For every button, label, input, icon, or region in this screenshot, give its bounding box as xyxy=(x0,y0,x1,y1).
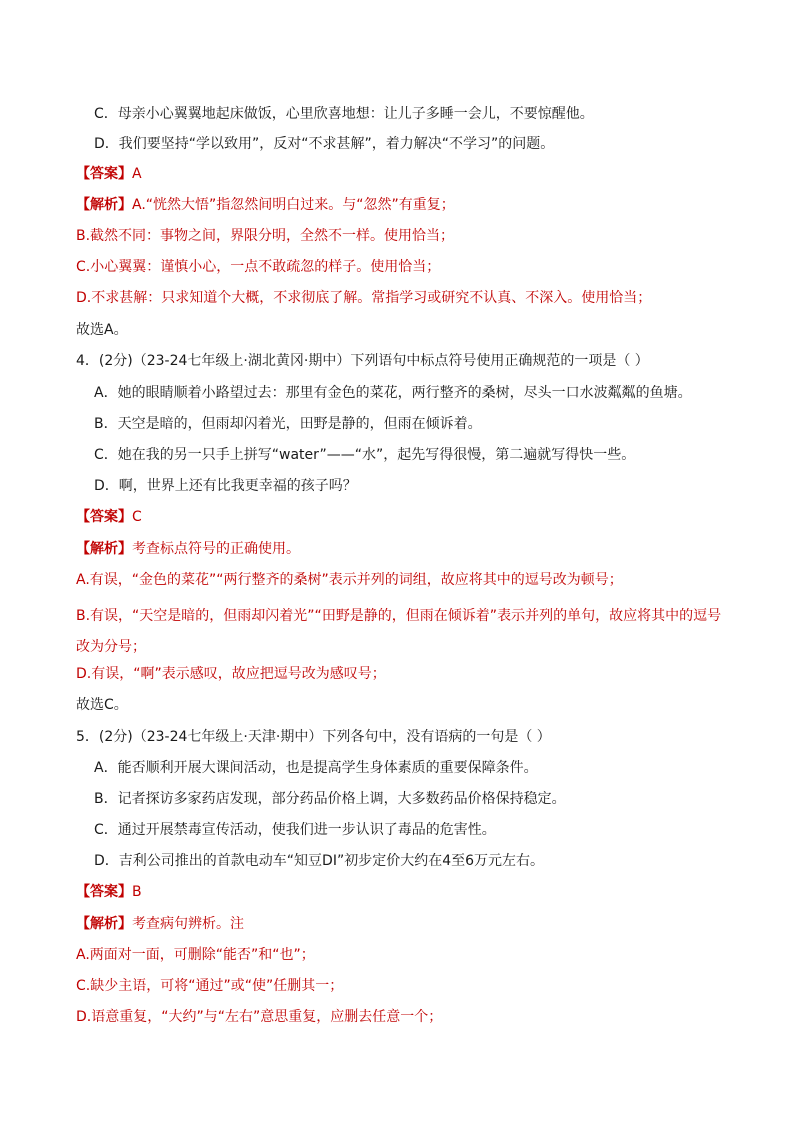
q4-option-d: D．啊，世界上还有比我更幸福的孩子吗？ xyxy=(94,478,357,494)
answer-label: 【答案】 xyxy=(76,166,132,182)
answer-value: B xyxy=(132,884,142,900)
analysis-label: 【解析】 xyxy=(76,916,132,932)
answer-value: A xyxy=(132,166,142,182)
analysis-text: 考查病句辨析。注 xyxy=(132,916,244,932)
q5-analysis-a: A.两面对一面，可删除“能否”和“也”； xyxy=(76,947,315,963)
q5-option-c: C．通过开展禁毒宣传活动，使我们进一步认识了毒品的危害性。 xyxy=(94,822,496,838)
q5-answer xyxy=(76,882,722,902)
answer-value: C xyxy=(132,509,142,525)
q4-analysis-intro xyxy=(76,539,722,559)
q3-analysis-c: C.小心翼翼：谨慎小心，一点不敢疏忽的样子。使用恰当； xyxy=(76,259,441,275)
q5-option-b: B．记者探访多家药店发现，部分药品价格上调，大多数药品价格保持稳定。 xyxy=(94,791,566,807)
q5-option-d: D．吉利公司推出的首款电动车“知豆DI”初步定价大约在4至6万元左右。 xyxy=(94,853,545,869)
q3-analysis-d: D.不求甚解：只求知道个大概，不求彻底了解。常指学习或研究不认真、不深入。使用恰当； xyxy=(76,290,652,306)
q5-stem: 5．(2分)（23-24七年级上·天津·期中）下列各句中，没有语病的一句是（ ） xyxy=(76,729,551,745)
q3-option-c: C．母亲小心翼翼地起床做饭，心里欣喜地想：让儿子多睡一会儿，不要惊醒他。 xyxy=(94,106,594,122)
q4-stem: 4．(2分)（23-24七年级上·湖北黄冈·期中）下列语句中标点符号使用正确规范的一项是（ ） xyxy=(76,353,649,369)
q3-conclusion: 故选A。 xyxy=(76,322,128,338)
q3-analysis-b: B.截然不同：事物之间，界限分明，全然不一样。使用恰当； xyxy=(76,228,455,244)
q5-option-a: A．能否顺利开展大课间活动，也是提高学生身体素质的重要保障条件。 xyxy=(94,760,538,776)
analysis-label: 【解析】 xyxy=(76,197,132,213)
q4-analysis-b: B.有误，“天空是暗的，但雨却闪着光”“田野是静的，但雨在倾诉着”表示并列的单句，故应将其中的逗号改为分号； xyxy=(76,608,722,655)
q3-answer xyxy=(76,164,722,184)
q5-analysis-d: D.语意重复，“大约”与“左右”意思重复，应删去任意一个； xyxy=(76,1009,443,1025)
analysis-text: 考查标点符号的正确使用。 xyxy=(132,541,300,557)
answer-label: 【答案】 xyxy=(76,884,132,900)
q4-answer xyxy=(76,507,722,527)
q3-analysis-a xyxy=(76,195,722,215)
q4-analysis-a: A.有误，“金色的菜花”“两行整齐的桑树”表示并列的词组，故应将其中的逗号改为顿号； xyxy=(76,572,623,588)
analysis-label: 【解析】 xyxy=(76,541,132,557)
q4-analysis-d: D.有误，“啊”表示感叹，故应把逗号改为感叹号； xyxy=(76,666,386,682)
q3-option-d: D．我们要坚持“学以致用”，反对“不求甚解”，着力解决“不学习”的问题。 xyxy=(94,136,555,152)
q5-analysis-intro xyxy=(76,914,722,934)
q4-option-a: A．她的眼睛顺着小路望过去：那里有金色的菜花，两行整齐的桑树，尽头一口水波粼粼的鱼塘。 xyxy=(94,385,692,401)
q5-analysis-c: C.缺少主语，可将“通过”或“使”任删其一； xyxy=(76,978,344,994)
analysis-text: A.“恍然大悟”指忽然间明白过来。与“忽然”有重复； xyxy=(132,197,455,213)
q4-conclusion: 故选C。 xyxy=(76,697,128,713)
q4-option-b: B．天空是暗的，但雨却闪着光，田野是静的，但雨在倾诉着。 xyxy=(94,416,482,432)
q4-option-c: C．她在我的另一只手上拼写“water”——“水”，起先写得很慢，第二遍就写得快一些。 xyxy=(94,447,636,463)
answer-label: 【答案】 xyxy=(76,509,132,525)
